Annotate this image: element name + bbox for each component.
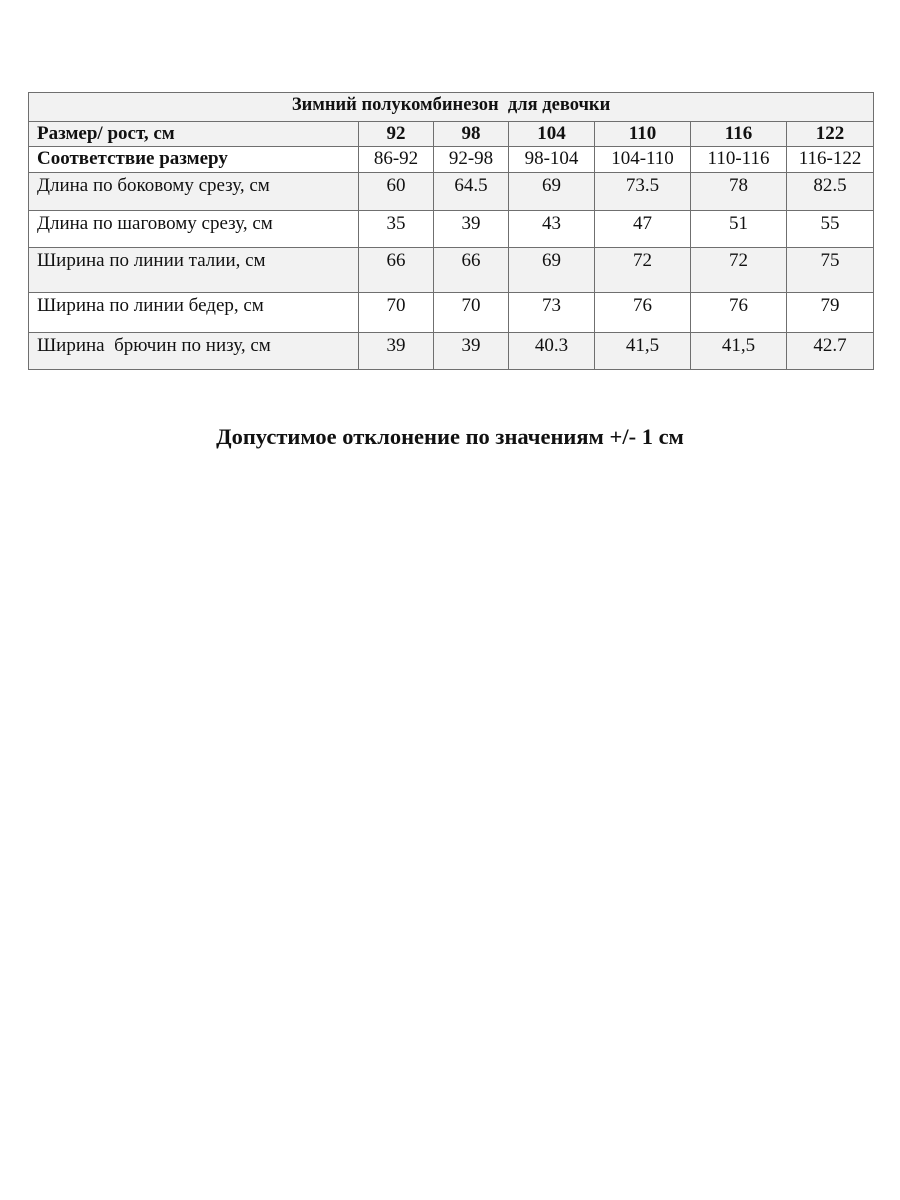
row-label: Длина по боковому срезу, см xyxy=(29,173,359,211)
row-label: Соответствие размеру xyxy=(29,147,359,173)
size-chart-table xyxy=(28,92,874,370)
value-cell: 70 xyxy=(434,293,509,333)
value-cell: 35 xyxy=(359,211,434,248)
range-cell: 104-110 xyxy=(595,147,691,173)
value-cell: 72 xyxy=(691,248,787,293)
row-label: Размер/ рост, см xyxy=(29,122,359,147)
value-cell: 42.7 xyxy=(787,333,874,370)
value-cell: 39 xyxy=(359,333,434,370)
size-header-row xyxy=(29,122,874,147)
table-row xyxy=(29,248,874,293)
size-cell: 104 xyxy=(509,122,595,147)
value-cell: 73 xyxy=(509,293,595,333)
table-row xyxy=(29,173,874,211)
value-cell: 66 xyxy=(434,248,509,293)
table-title: Зимний полукомбинезон для девочки xyxy=(29,93,874,122)
value-cell: 60 xyxy=(359,173,434,211)
range-cell: 110-116 xyxy=(691,147,787,173)
correspondence-row xyxy=(29,147,874,173)
value-cell: 78 xyxy=(691,173,787,211)
value-cell: 55 xyxy=(787,211,874,248)
tolerance-note: Допустимое отклонение по значениям +/- 1 см xyxy=(216,424,684,449)
value-cell: 75 xyxy=(787,248,874,293)
value-cell: 82.5 xyxy=(787,173,874,211)
value-cell: 66 xyxy=(359,248,434,293)
range-cell: 98-104 xyxy=(509,147,595,173)
value-cell: 43 xyxy=(509,211,595,248)
value-cell: 51 xyxy=(691,211,787,248)
value-cell: 40.3 xyxy=(509,333,595,370)
table-row xyxy=(29,333,874,370)
table-row xyxy=(29,293,874,333)
table-row xyxy=(29,211,874,248)
range-cell: 116-122 xyxy=(787,147,874,173)
value-cell: 64.5 xyxy=(434,173,509,211)
value-cell: 79 xyxy=(787,293,874,333)
row-label: Ширина по линии талии, см xyxy=(29,248,359,293)
table-title-row xyxy=(29,93,874,122)
value-cell: 76 xyxy=(691,293,787,333)
row-label: Ширина брючин по низу, см xyxy=(29,333,359,370)
value-cell: 69 xyxy=(509,248,595,293)
size-cell: 92 xyxy=(359,122,434,147)
range-cell: 86-92 xyxy=(359,147,434,173)
value-cell: 39 xyxy=(434,333,509,370)
value-cell: 41,5 xyxy=(691,333,787,370)
size-cell: 116 xyxy=(691,122,787,147)
value-cell: 41,5 xyxy=(595,333,691,370)
value-cell: 47 xyxy=(595,211,691,248)
size-cell: 122 xyxy=(787,122,874,147)
row-label: Ширина по линии бедер, см xyxy=(29,293,359,333)
size-cell: 98 xyxy=(434,122,509,147)
value-cell: 39 xyxy=(434,211,509,248)
size-cell: 110 xyxy=(595,122,691,147)
value-cell: 69 xyxy=(509,173,595,211)
row-label: Длина по шаговому срезу, см xyxy=(29,211,359,248)
value-cell: 72 xyxy=(595,248,691,293)
range-cell: 92-98 xyxy=(434,147,509,173)
value-cell: 76 xyxy=(595,293,691,333)
value-cell: 73.5 xyxy=(595,173,691,211)
value-cell: 70 xyxy=(359,293,434,333)
